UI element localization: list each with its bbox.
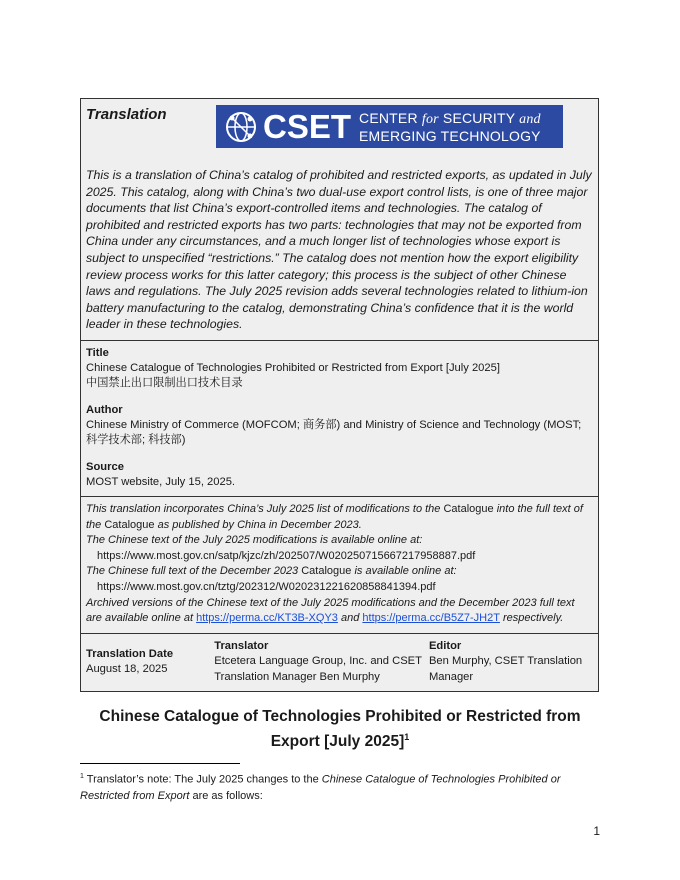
url-fulltext: https://www.most.gov.cn/tztg/202312/W020231221620858841394.pdf [97,580,436,593]
url-modifications: https://www.most.gov.cn/satp/kjzc/zh/202507/W020250715667217958887.pdf [97,549,476,562]
source-value: MOST website, July 15, 2025. [86,475,236,488]
author-label: Author [86,403,123,416]
notes-section [81,496,598,633]
translator-label: Translator [214,639,269,652]
logo-wordmark: CSET [263,108,352,145]
editor-label: Editor [428,639,462,652]
note-incorporation: This translation incorporates China’s July 2025 list of modifications to the Catalogue into the full text of the Catalogue as published by China in December 2023. [86,502,583,531]
cset-globe-icon [224,110,258,144]
footnote: $^1$ Translator’s note: The July 2025 changes to the Chinese Catalogue of Technologies Prohibited or Restricted from Export are as follows: [80,773,561,802]
perma-link-1[interactable]: https://perma.cc/KT3B-XQY3 [196,612,338,625]
page-number: 1 [593,824,600,838]
note-fulltext: The Chinese full text of the December 2023 Catalogue is available online at: [86,565,457,578]
translator-cell [214,639,429,686]
translation-date-value: August 18, 2025 [86,663,168,676]
metadata-section [81,340,598,496]
perma-link-2[interactable]: https://perma.cc/B5Z7-JH2T [362,612,500,625]
credits-section [81,633,598,692]
footnote-ref[interactable]: 1 [404,732,410,742]
intro-paragraph: This is a translation of China’s catalog of prohibited and restricted exports, as updated in July 2025. This catalog, along with China’s two dual-use export control lists, is one of three major documents that list China’s export-controlled items and technologies. The catalog of prohibited and restricted exports has two parts: technologies that may not be exported from China under any circumstances, and a much longer list of technologies whose export is subject to unspecified “restrictions.” The catalog does not mention how the export eligibility review process works for this latter category; this process is the subject of other Chinese laws and regulations. The July 2025 revision adds several technologies related to lithium-ion battery manufacturing to the catalog, demonstrating China’s confidence that it is the world leader in these technologies. [86,168,592,332]
document-title: Chinese Catalogue of Technologies Prohibited or Restricted from Export [July 2025]$^1$ [99,708,581,751]
translation-info-box [80,98,599,692]
translator-value: Etcetera Language Group, Inc. and CSET Translation Manager Ben Murphy [214,655,422,683]
editor-value: Ben Murphy, CSET Translation Manager [428,655,583,683]
translation-label: Translation [86,106,167,123]
author-value: Chinese Ministry of Commerce (MOFCOM; 商务部) and Ministry of Science and Technology (MOST; 科学技术部; 科技部) [86,418,582,446]
editor-cell [429,639,593,686]
title-chinese: 中国禁止出口限制出口技术目录 [86,376,243,389]
footnote-divider [80,763,240,764]
title-label: Title [86,346,109,359]
title-english: Chinese Catalogue of Technologies Prohibited or Restricted from Export [July 2025] [86,361,500,374]
cset-logo [216,105,563,148]
logo-tagline: CENTER for SECURITY and EMERGING TECHNOLOGY [359,109,541,144]
translation-date-label: Translation Date [86,647,174,660]
translation-date-cell [86,639,214,686]
source-label: Source [86,460,124,473]
note-archived: Archived versions of the Chinese text of the July 2025 modifications and the December 2023 full text are available online at https://perma.cc/KT3B-XQY3 and https://perma.cc/B5Z7-JH2T respectively. [86,596,575,625]
header-section [81,99,598,163]
note-modifications: The Chinese text of the July 2025 modifications is available online at: [86,534,423,547]
